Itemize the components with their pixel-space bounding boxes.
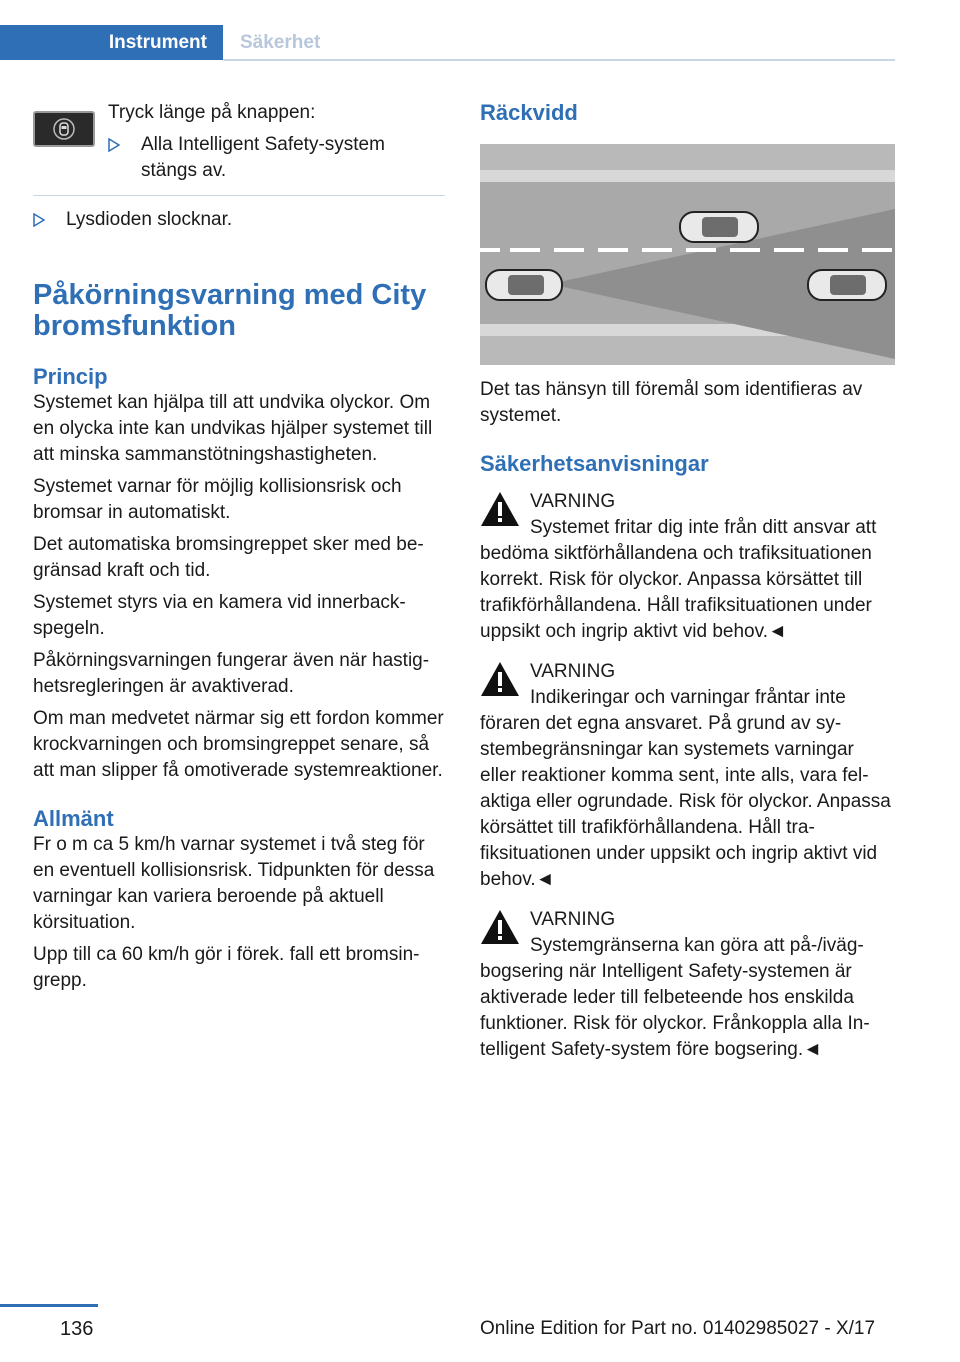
- general-heading: Allmänt: [33, 806, 114, 831]
- paragraph: Upp till ca 60 km/h gör i förek. fall ett bromsingrepp.: [33, 944, 420, 991]
- range-heading: Räckvidd: [480, 100, 578, 125]
- right-column: [480, 100, 895, 1063]
- divider: [33, 195, 445, 196]
- warning-block: VARNING Indikeringar och varningar fråntar inte föraren det egna ansvaret. På grund av systembegränsningar kan systemets varningar eller reaktioner komma sent, inte alls, vara felaktiga eller ogrundade. Risk för olyckor. Anpassa körsättet till trafikförhållandena. Håll trafiksituationen under uppsikt och ingrip aktivt vid behov.◄: [480, 661, 891, 890]
- paragraph: Systemet varnar för möjlig kollisionsrisk och bromsar in automatiskt.: [33, 476, 402, 523]
- list-item: Lysdioden slocknar.: [33, 207, 232, 233]
- button-instruction: [33, 100, 445, 190]
- warning-icon: [480, 909, 520, 945]
- safety-heading: Säkerhetsanvisningar: [480, 451, 709, 476]
- left-column: [33, 100, 445, 991]
- header-tabs: [0, 25, 895, 62]
- warning-icon: [480, 661, 520, 697]
- paragraph: Om man medvetet närmar sig ett fordon kommer krockvarningen och bromsingreppet senare, så att man slipper få omotiverade systemreaktioner.: [33, 708, 444, 781]
- car-icon: [680, 212, 758, 242]
- car-icon: [808, 270, 886, 300]
- paragraph: Fr o m ca 5 km/h varnar systemet i två steg för en eventuell kollisionsrisk. Tidpunkten för dessa varningar kan variera beroende på aktuell körsituation.: [33, 834, 435, 933]
- triangle-bullet-icon: [33, 213, 45, 227]
- list-item: Alla Intelligent Safety-system stängs av.: [108, 132, 445, 184]
- paragraph: Systemet kan hjälpa till att undvika olyckor. Om en olycka inte kan undvikas hjälper systemet till att minska sammanstötningshastigheten.: [33, 392, 433, 465]
- tab-sakerhet[interactable]: Säkerhet: [240, 32, 321, 53]
- paragraph: Påkörningsvarningen fungerar även när hastighetsregleringen är avaktiverad.: [33, 650, 430, 697]
- principle-heading: Princip: [33, 364, 108, 389]
- triangle-bullet-icon: [108, 138, 120, 152]
- page-number: 136: [60, 1318, 94, 1340]
- tab-underline: [223, 59, 895, 61]
- intelligent-safety-button-image: [33, 111, 95, 147]
- edition-text: Online Edition for Part no. 01402985027 - X/17: [480, 1318, 876, 1339]
- footer-line: [0, 1304, 98, 1307]
- range-illustration: [480, 144, 895, 365]
- warning-block: VARNING Systemgränserna kan göra att på-/iväg- bogsering när Intelligent Safety-systemen är aktiverade leder till felbeteende hos enskilda funktioner. Risk för olyckor. Frånkoppla alla Intelligent Safety-system före bogsering.◄: [480, 909, 870, 1060]
- press-text: Tryck länge på knappen:: [108, 102, 316, 123]
- car-icon: [486, 270, 562, 300]
- section-title: Påkörningsvarning med City bromsfunktion: [33, 279, 427, 342]
- paragraph: Det automatiska bromsingreppet sker med begränsad kraft och tid.: [33, 534, 424, 581]
- paragraph: Systemet styrs via en kamera vid innerbackspegeln.: [33, 592, 406, 639]
- car-safety-icon: [52, 117, 76, 141]
- warning-icon: [480, 491, 520, 527]
- range-caption: Det tas hänsyn till föremål som identifieras av systemet.: [480, 379, 863, 426]
- tab-instrument[interactable]: Instrument: [0, 25, 223, 60]
- warning-block: VARNING Systemet fritar dig inte från ditt ansvar att bedöma siktförhållandena och trafiksituationen korrekt. Risk för olyckor. Anpassa körsättet till trafikförhållandena. Håll trafiksituationen under uppsikt och ingrip aktivt vid behov.◄: [480, 491, 877, 642]
